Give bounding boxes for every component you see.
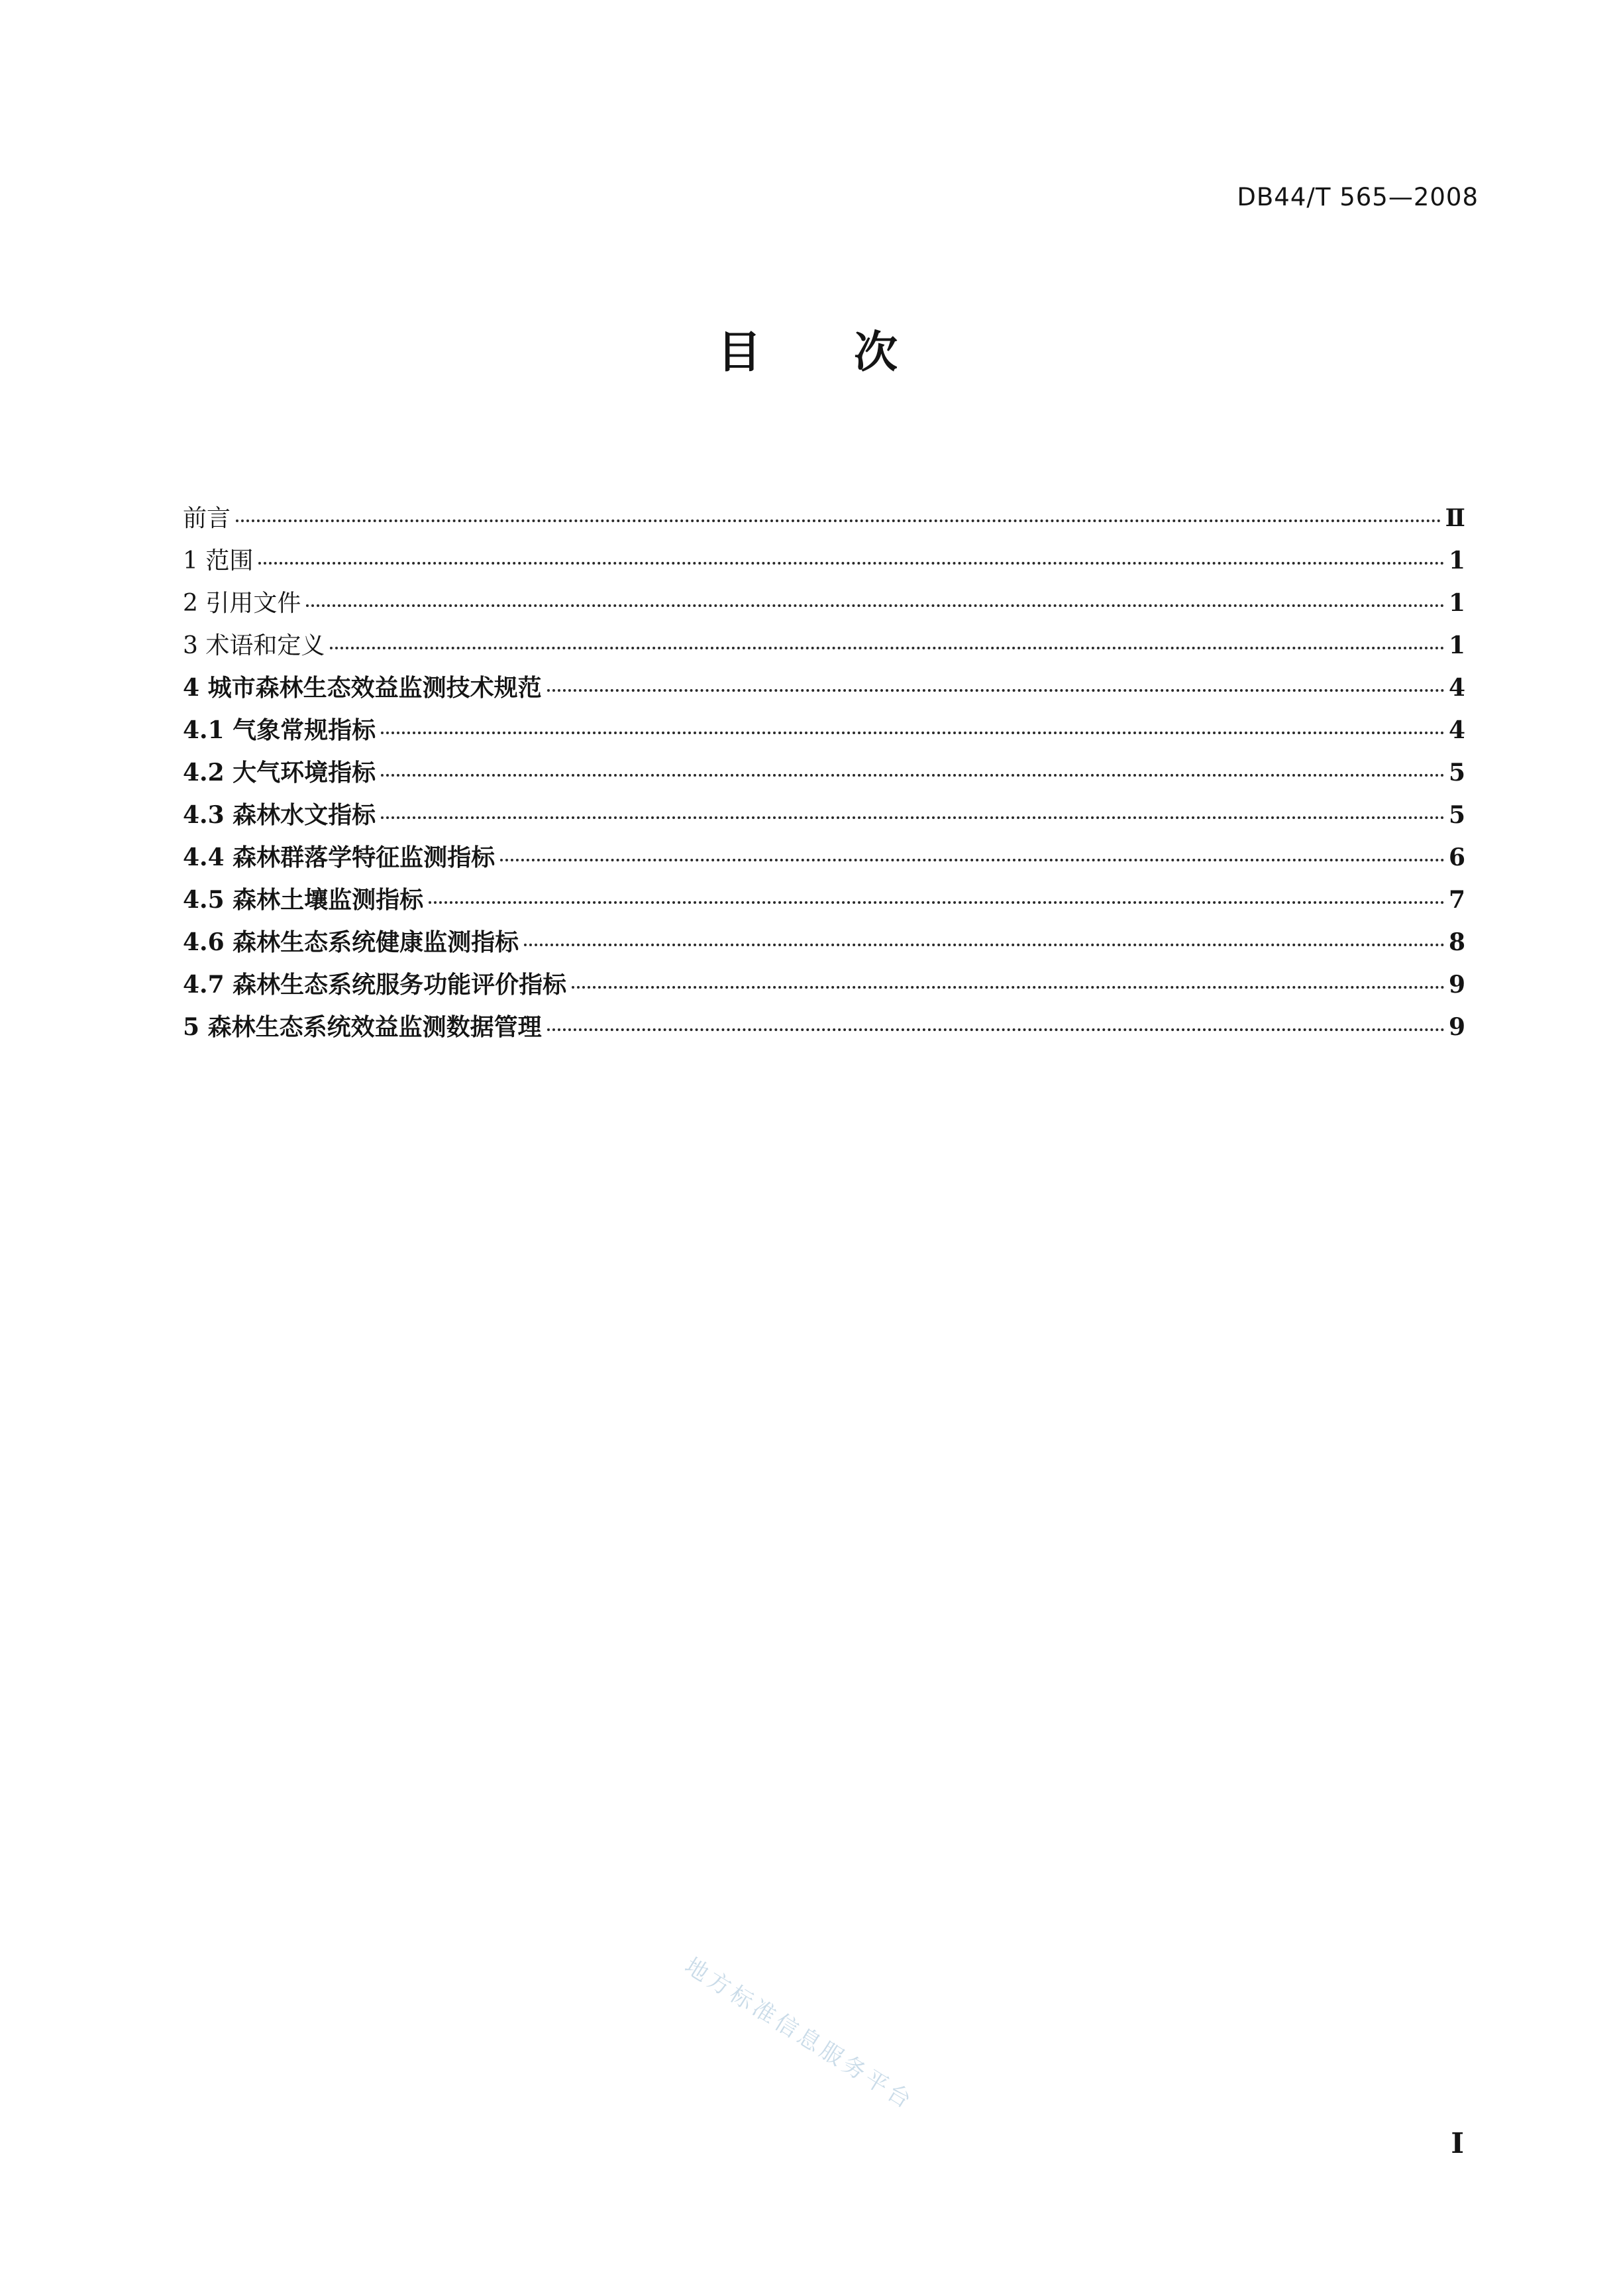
- toc-entry-page: 5: [1448, 759, 1465, 787]
- toc-entry-page: 4: [1448, 716, 1465, 744]
- toc-entry[interactable]: [183, 539, 1465, 582]
- toc-entry-label: 2 引用文件: [183, 590, 301, 617]
- toc-entry-label: 5 森林生态系统效益监测数据管理: [183, 1013, 542, 1041]
- toc-dot-leader: [547, 1028, 1445, 1031]
- toc-dot-leader: [572, 986, 1445, 989]
- toc-entry[interactable]: [183, 582, 1465, 624]
- toc-dot-leader: [381, 774, 1445, 777]
- toc-dot-leader: [330, 647, 1445, 649]
- toc-dot-leader: [258, 562, 1445, 565]
- page-number: I: [1451, 2127, 1464, 2159]
- toc-dot-leader: [236, 519, 1441, 522]
- toc-entry-label: 4.6 森林生态系统健康监测指标: [183, 928, 519, 956]
- toc-entry[interactable]: [183, 794, 1465, 836]
- toc-dot-leader: [381, 732, 1445, 734]
- toc-entry-label: 4.2 大气环境指标: [183, 759, 376, 787]
- toc-entry[interactable]: [183, 963, 1465, 1006]
- toc-entry[interactable]: [183, 836, 1465, 879]
- toc-entry[interactable]: [183, 751, 1465, 794]
- toc-entry-label: 3 术语和定义: [183, 632, 325, 659]
- toc-entry[interactable]: [183, 879, 1465, 921]
- toc-entry-label: 4.1 气象常规指标: [183, 716, 376, 744]
- toc-dot-leader: [306, 604, 1445, 607]
- toc-entry-page: 9: [1448, 1013, 1465, 1041]
- toc-entry-label: 前言: [183, 505, 231, 532]
- toc-entry-label: 4 城市森林生态效益监测技术规范: [183, 674, 542, 702]
- toc-entry-label: 4.5 森林土壤监测指标: [183, 886, 424, 914]
- toc-entry-page: 9: [1448, 971, 1465, 999]
- toc-entry[interactable]: [183, 921, 1465, 963]
- toc-entry-page: 4: [1448, 674, 1465, 702]
- toc-entry[interactable]: [183, 624, 1465, 667]
- table-of-contents: [183, 497, 1465, 1048]
- toc-entry-label: 4.3 森林水文指标: [183, 801, 376, 829]
- toc-entry-page: 5: [1448, 801, 1465, 829]
- toc-entry-page: 7: [1448, 886, 1465, 914]
- toc-entry-label: 4.7 森林生态系统服务功能评价指标: [183, 971, 567, 999]
- toc-entry-label: 4.4 森林群落学特征监测指标: [183, 844, 495, 871]
- toc-dot-leader: [524, 944, 1445, 946]
- toc-entry-label: 1 范围: [183, 547, 254, 574]
- toc-entry-page: 1: [1448, 631, 1465, 659]
- toc-dot-leader: [381, 816, 1445, 819]
- toc-dot-leader: [547, 689, 1445, 692]
- toc-entry-page: 1: [1448, 589, 1465, 617]
- standard-code: DB44/T 565—2008: [1237, 183, 1479, 211]
- watermark: 地方标准信息服务平台: [680, 1952, 919, 2116]
- toc-entry-page: 8: [1448, 928, 1465, 956]
- toc-entry-page: 1: [1448, 547, 1465, 574]
- toc-dot-leader: [429, 901, 1445, 904]
- toc-entry[interactable]: [183, 667, 1465, 709]
- page-title: 目次: [717, 327, 990, 378]
- toc-dot-leader: [500, 859, 1445, 861]
- toc-entry[interactable]: [183, 1006, 1465, 1048]
- toc-entry-page: 6: [1448, 844, 1465, 871]
- toc-entry[interactable]: [183, 497, 1465, 539]
- toc-entry[interactable]: [183, 709, 1465, 751]
- toc-entry-page: Ⅱ: [1445, 504, 1465, 532]
